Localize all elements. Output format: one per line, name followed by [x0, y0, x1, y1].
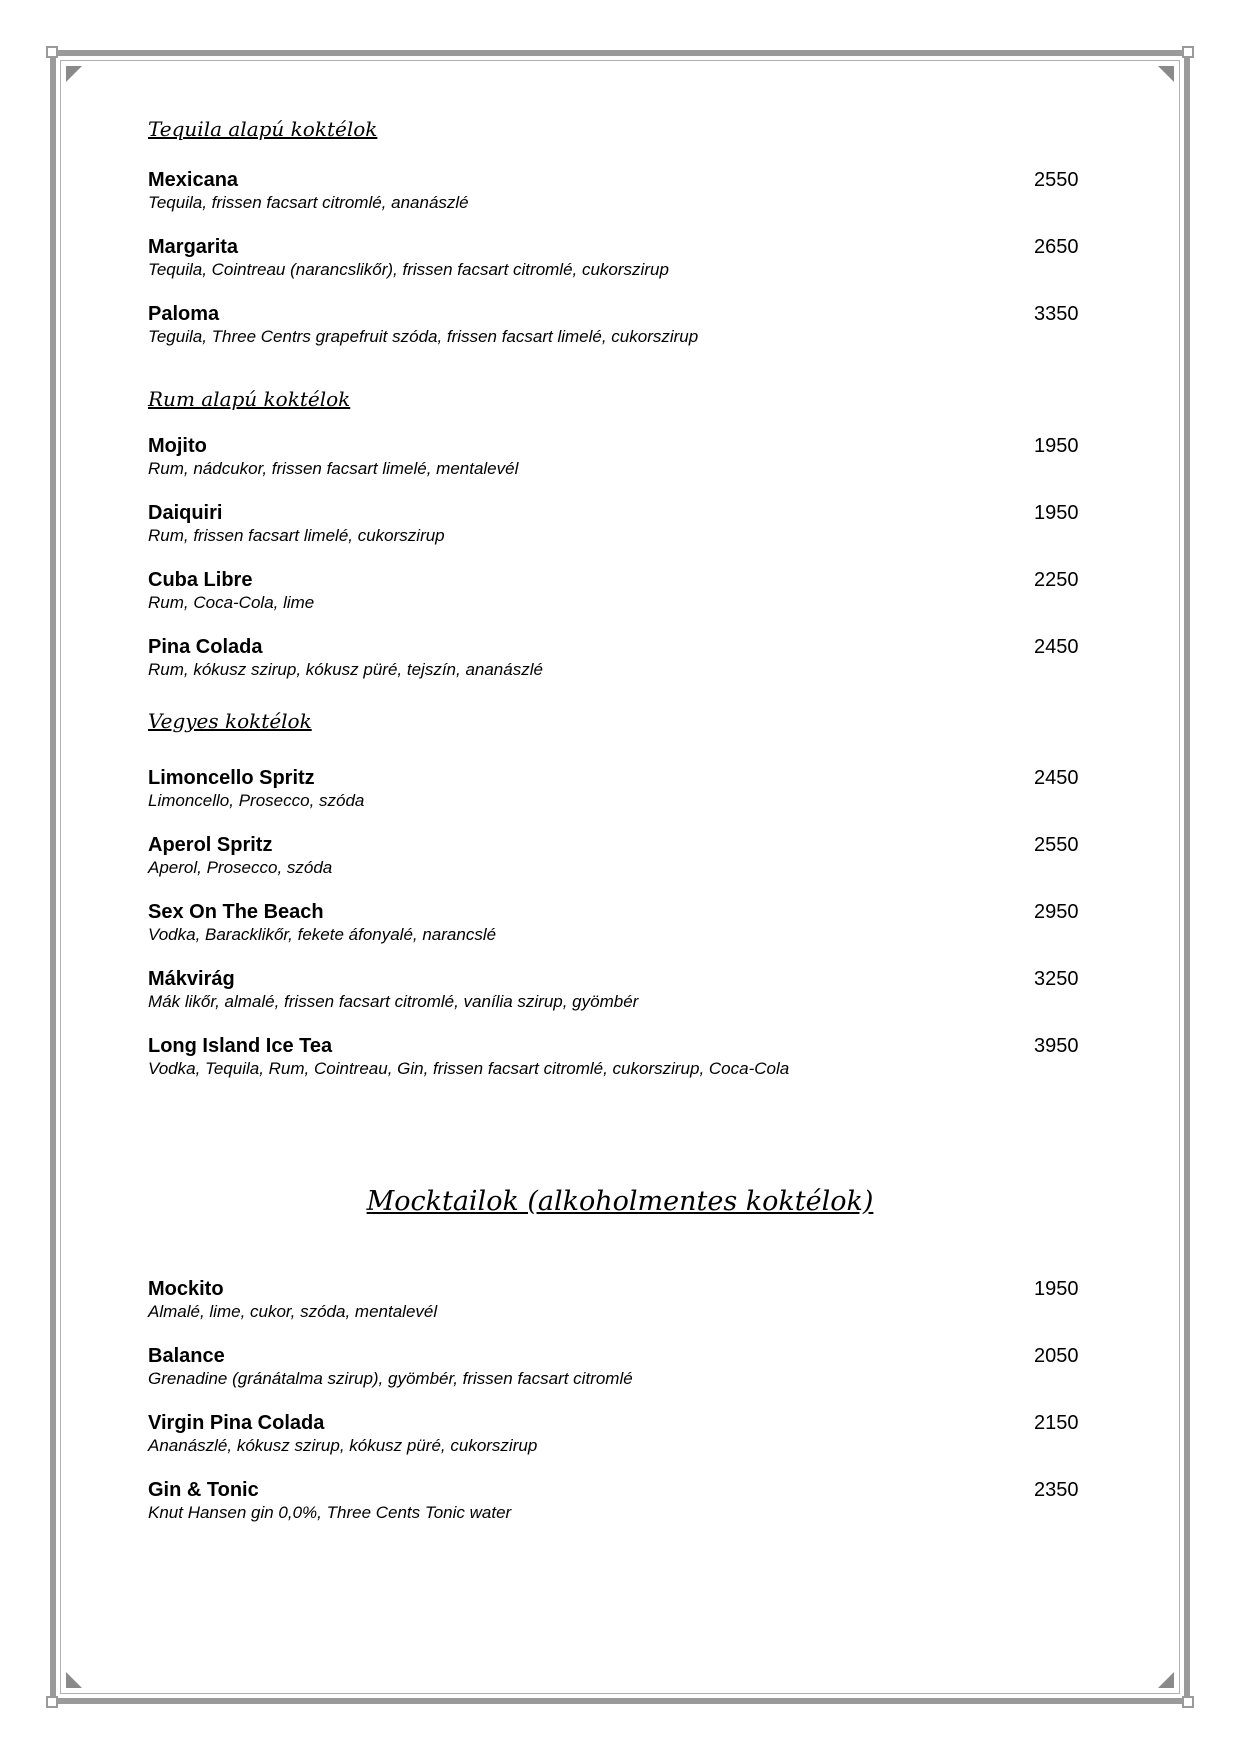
item-description: Rum, Coca-Cola, lime — [148, 593, 315, 612]
item-description: Rum, nádcukor, frissen facsart limelé, mentalevél — [148, 459, 519, 478]
item-price: 2450 — [1034, 767, 1079, 789]
item-price: 1950 — [1034, 435, 1079, 457]
item-description: Rum, frissen facsart limelé, cukorszirup — [148, 526, 445, 545]
item-price: 2350 — [1034, 1479, 1079, 1501]
menu-item — [148, 303, 1078, 351]
menu-item — [148, 502, 1078, 550]
item-description: Ananászlé, kókusz szirup, kókusz püré, cukorszirup — [148, 1436, 538, 1455]
item-description: Limoncello, Prosecco, szóda — [148, 791, 365, 810]
corner-triangle-top-left — [66, 66, 82, 82]
section-title-rum: Rum alapú koktélok — [148, 387, 351, 411]
menu-item — [148, 1035, 1078, 1083]
item-name: Virgin Pina Colada — [148, 1412, 325, 1434]
item-price: 2050 — [1034, 1345, 1079, 1367]
menu-item — [148, 169, 1078, 217]
item-name: Long Island Ice Tea — [148, 1035, 333, 1057]
item-name: Mexicana — [148, 169, 239, 191]
item-name: Limoncello Spritz — [148, 767, 315, 789]
item-name: Paloma — [148, 303, 220, 325]
menu-item — [148, 636, 1078, 684]
corner-ornament-top-right — [1182, 46, 1194, 58]
menu-item — [148, 435, 1078, 483]
item-price: 3350 — [1034, 303, 1079, 325]
item-description: Mák likőr, almalé, frissen facsart citromlé, vanília szirup, gyömbér — [148, 992, 639, 1011]
item-description: Tequila, Cointreau (narancslikőr), frissen facsart citromlé, cukorszirup — [148, 260, 669, 279]
section-title-mocktails: Mocktailok (alkoholmentes koktélok) — [366, 1186, 874, 1217]
item-name: Mockito — [148, 1278, 224, 1300]
item-price: 2550 — [1034, 169, 1079, 191]
corner-triangle-bottom-right — [1158, 1672, 1174, 1688]
section-title-tequila: Tequila alapú koktélok — [148, 117, 378, 141]
item-description: Knut Hansen gin 0,0%, Three Cents Tonic water — [148, 1503, 512, 1522]
item-price: 2950 — [1034, 901, 1079, 923]
item-description: Vodka, Baracklikőr, fekete áfonyalé, narancslé — [148, 925, 497, 944]
menu-item — [148, 1479, 1078, 1527]
item-name: Aperol Spritz — [148, 834, 273, 856]
menu-item — [148, 569, 1078, 617]
item-price: 3950 — [1034, 1035, 1079, 1057]
item-price: 2450 — [1034, 636, 1079, 658]
menu-item — [148, 236, 1078, 284]
section-title-mixed: Vegyes koktélok — [148, 709, 312, 733]
item-price: 2250 — [1034, 569, 1079, 591]
corner-ornament-top-left — [46, 46, 58, 58]
item-name: Gin & Tonic — [148, 1479, 259, 1501]
item-name: Sex On The Beach — [148, 901, 324, 923]
item-description: Vodka, Tequila, Rum, Cointreau, Gin, frissen facsart citromlé, cukorszirup, Coca-Cola — [148, 1059, 790, 1078]
item-description: Almalé, lime, cukor, szóda, mentalevél — [148, 1302, 438, 1321]
corner-ornament-bottom-right — [1182, 1696, 1194, 1708]
item-price: 1950 — [1034, 1278, 1079, 1300]
item-description: Rum, kókusz szirup, kókusz püré, tejszín, ananászlé — [148, 660, 543, 679]
menu-item — [148, 1278, 1078, 1326]
item-description: Tequila, frissen facsart citromlé, ananászlé — [148, 193, 469, 212]
menu-item — [148, 767, 1078, 815]
item-name: Mákvirág — [148, 968, 235, 990]
item-name: Daiquiri — [148, 502, 223, 524]
item-name: Cuba Libre — [148, 569, 253, 591]
item-price: 2550 — [1034, 834, 1079, 856]
menu-item — [148, 968, 1078, 1016]
item-price: 3250 — [1034, 968, 1079, 990]
item-price: 2150 — [1034, 1412, 1079, 1434]
item-name: Pina Colada — [148, 636, 263, 658]
corner-triangle-bottom-left — [66, 1672, 82, 1688]
corner-triangle-top-right — [1158, 66, 1174, 82]
item-name: Balance — [148, 1345, 225, 1367]
item-description: Grenadine (gránátalma szirup), gyömbér, frissen facsart citromlé — [148, 1369, 633, 1388]
menu-item — [148, 1412, 1078, 1460]
item-name: Margarita — [148, 236, 239, 258]
item-price: 2650 — [1034, 236, 1079, 258]
item-description: Aperol, Prosecco, szóda — [148, 858, 333, 877]
item-price: 1950 — [1034, 502, 1079, 524]
corner-ornament-bottom-left — [46, 1696, 58, 1708]
menu-item — [148, 1345, 1078, 1393]
menu-item — [148, 901, 1078, 949]
menu-item — [148, 834, 1078, 882]
item-name: Mojito — [148, 435, 207, 457]
item-description: Teguila, Three Centrs grapefruit szóda, frissen facsart limelé, cukorszirup — [148, 327, 699, 346]
